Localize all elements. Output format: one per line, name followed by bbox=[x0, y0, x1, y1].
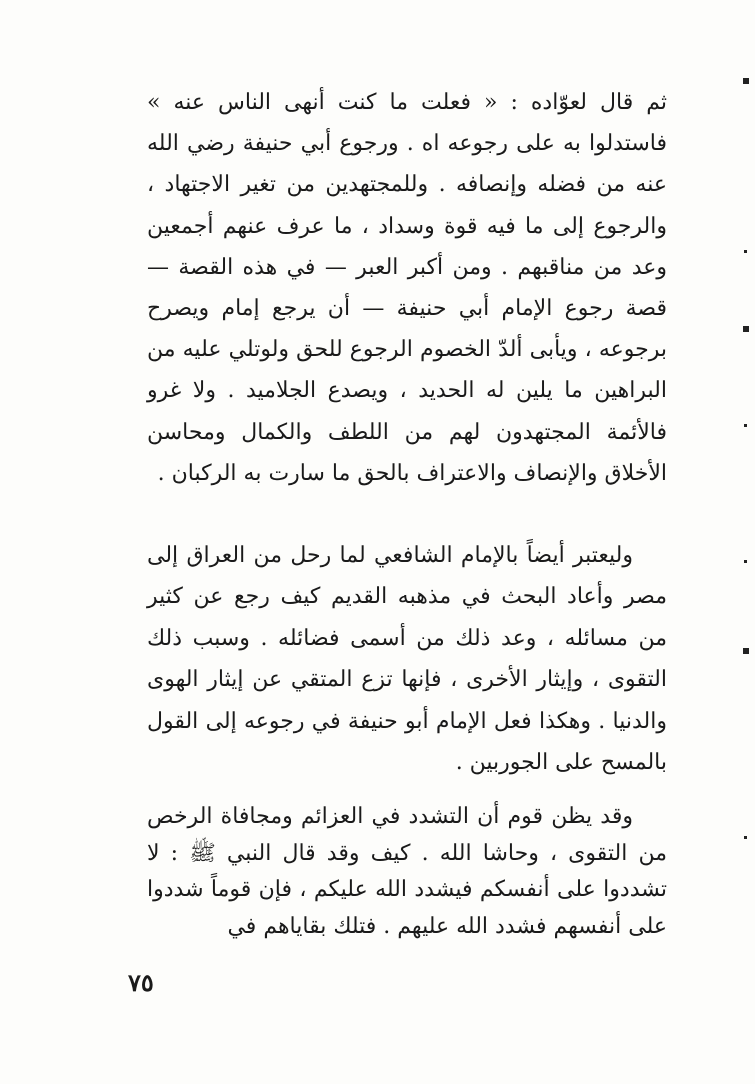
margin-scan-dot bbox=[744, 560, 747, 563]
margin-scan-mark bbox=[743, 78, 749, 84]
paragraph-3 bbox=[147, 799, 667, 945]
margin-scan-dot bbox=[744, 250, 747, 253]
paragraph-1-text: ثم قال لعوّاده : « فعلت ما كنت أنهى الناس عنه » فاستدلوا به على رجوعه اه . ورجوع أبي حنيفة رضي الله عنه من فضله وإنصافه . وللمجتهدين من تغير الاجتهاد ، والرجوع إلى ما فيه قوة وسداد ، ما عرف عنهم أجمعين وعد من مناقبهم . ومن أكبر العبر — في هذه القصة — قصة رجوع الإمام أبي حنيفة — أن يرجع إمام ويصرح برجوعه ، ويأبى ألدّ الخصوم الرجوع للحق ولوتلي عليه من البراهين ما يلين له الحديد ، ويصدع الجلاميد . ولا غرو فالأئمة المجتهدون لهم من اللطف والكمال ومحاسن الأخلاق والإنصاف والاعتراف بالحق ما سارت به الركبان . bbox=[147, 90, 667, 486]
margin-scan-mark bbox=[743, 326, 749, 332]
margin-scan-dot bbox=[744, 424, 747, 427]
page-number: ٧٥ bbox=[128, 968, 154, 997]
margin-scan-mark bbox=[743, 648, 749, 654]
paragraph-1 bbox=[147, 82, 667, 494]
margin-scan-dot bbox=[744, 836, 747, 839]
paragraph-2 bbox=[147, 535, 667, 783]
paragraph-2-text: وليعتبر أيضاً بالإمام الشافعي لما رحل من العراق إلى مصر وأعاد البحث في مذهبه القديم كيف رجع عن كثير من مسائله ، وعد ذلك من أسمى فضائله . وسبب ذلك التقوى ، وإيثار الأخرى ، فإنها تزع المتقي عن إيثار الهوى والدنيا . وهكذا فعل الإمام أبو حنيفة في رجوعه إلى القول بالمسح على الجوربين . bbox=[147, 543, 667, 776]
paragraph-3-text: وقد يظن قوم أن التشدد في العزائم ومجافاة الرخص من التقوى ، وحاشا الله . كيف وقد قال النبي ﷺ : لا تشددوا على أنفسكم فيشدد الله عليكم ، فإن قوماً شددوا على أنفسهم فشدد الله عليهم . فتلك بقاياهم في bbox=[147, 804, 667, 939]
